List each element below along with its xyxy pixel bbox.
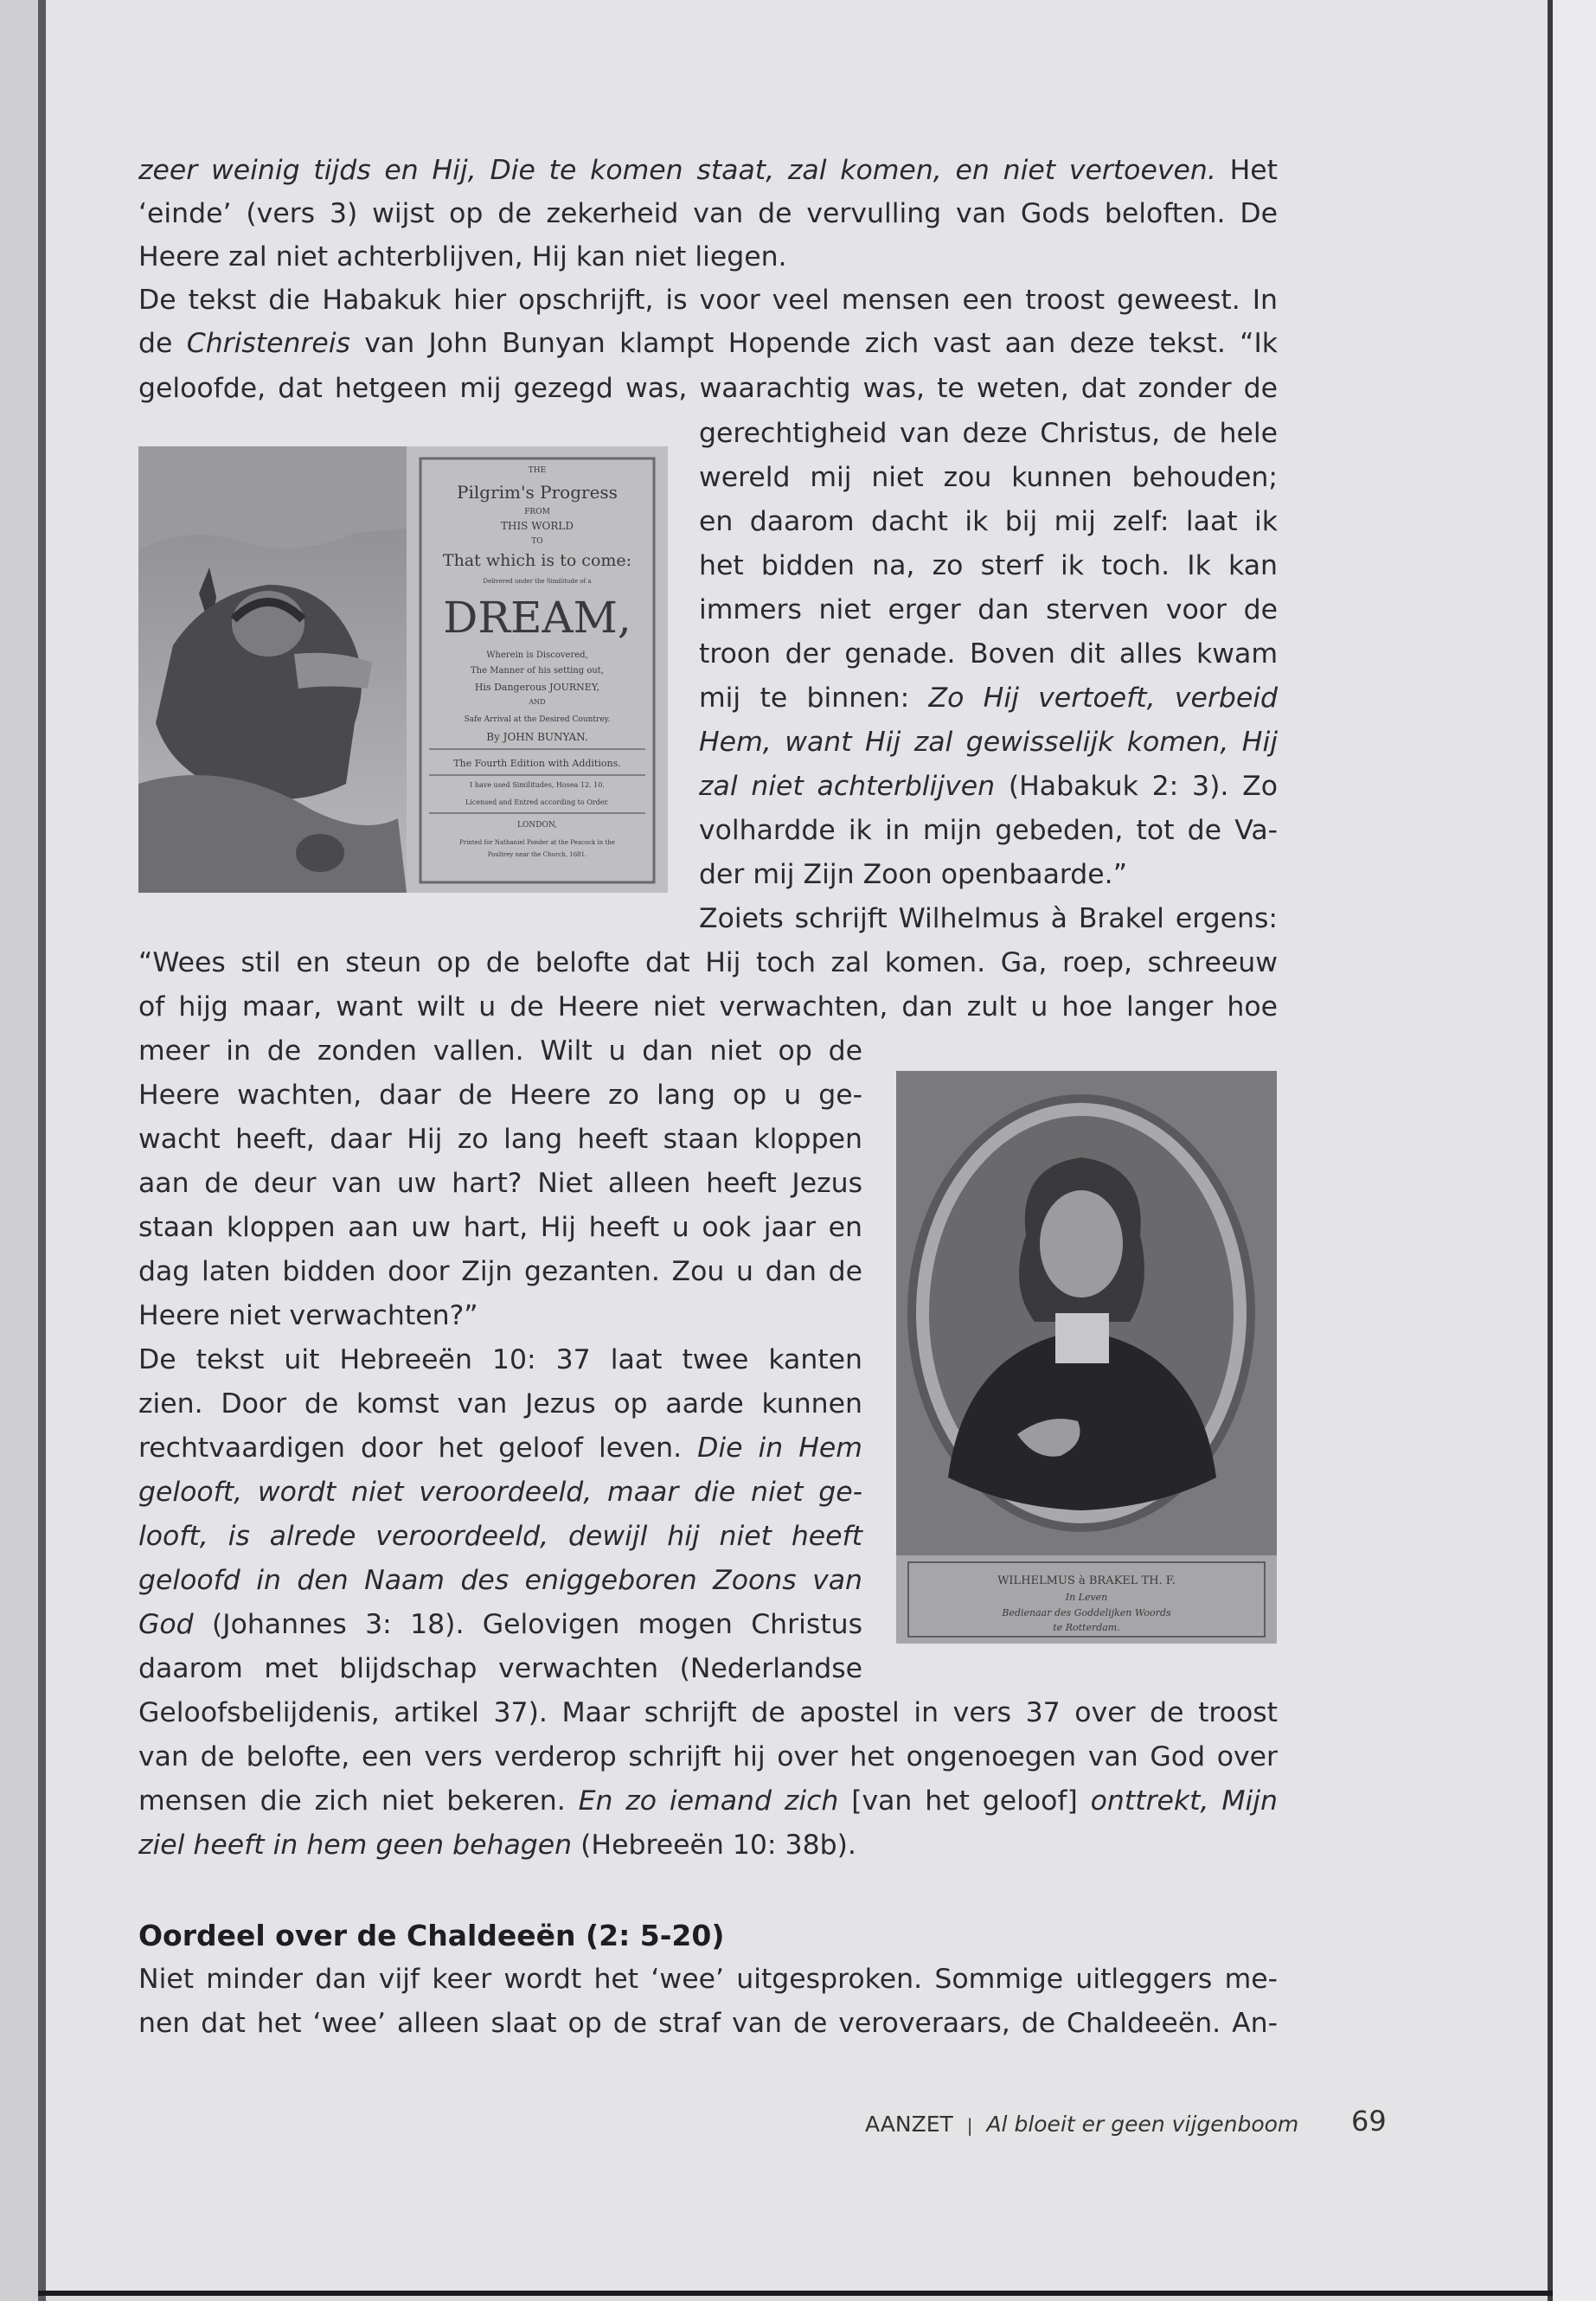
title-text: The Manner of his setting out, [471, 666, 604, 676]
caption-text: In Leven [1065, 1592, 1108, 1603]
text-line: mij te binnen: Zo Hij vertoeft, verbeid [699, 683, 1279, 714]
text-line: Niet minder dan vijf keer wordt het ‘wee’ uitgesproken. Sommige uitleggers me- [138, 1964, 1278, 1995]
title-text: Delivered under the Similitude of a [483, 578, 592, 585]
title-text: Licensed and Entred according to Order. [465, 798, 609, 806]
scan-bottom-edge [38, 2291, 1553, 2296]
scan-right-margin [1553, 0, 1596, 2301]
text-line: gelooft, wordt niet veroordeeld, maar die niet ge- [138, 1477, 862, 1508]
scan-left-margin [0, 0, 38, 2301]
text-line: volhardde ik in mijn gebeden, tot de Va- [699, 815, 1278, 846]
title-text: AND [529, 698, 546, 706]
text-line: wacht heeft, daar Hij zo lang heeft staan kloppen [138, 1124, 862, 1155]
pilgrims-progress-figure [138, 446, 668, 893]
text-line: meer in de zonden vallen. Wilt u dan niet op de [138, 1035, 862, 1067]
title-text: TO [531, 537, 543, 546]
title-text: DREAM, [443, 593, 631, 643]
title-text: That which is to come: [442, 551, 632, 570]
text-line: rechtvaardigen door het geloof leven. Die in Hem [138, 1433, 862, 1464]
text-line: staan kloppen aan uw hart, Hij heeft u ook jaar en [138, 1212, 862, 1243]
text-line: gerechtigheid van deze Christus, de hele [699, 418, 1278, 449]
text-line: nen dat het ‘wee’ alleen slaat op de straf van de veroveraars, de Chaldeeën. An- [138, 2008, 1278, 2039]
footer-series: AANZET [865, 2112, 953, 2137]
text-line: het bidden na, zo sterf ik toch. Ik kan [699, 550, 1278, 581]
text-line: Geloofsbelijdenis, artikel 37). Maar schrijft de apostel in vers 37 over de troost [138, 1697, 1278, 1728]
text-line: van de belofte, een vers verderop schrijft hij over het ongenoegen van God over [138, 1741, 1278, 1772]
text-line: Heere niet verwachten?” [138, 1300, 478, 1331]
title-text: His Dangerous JOURNEY, [474, 682, 600, 693]
title-text: I have used Similitudes, Hosea 12. 10. [470, 781, 605, 789]
title-text: Pilgrim's Progress [457, 482, 618, 503]
title-text: By JOHN BUNYAN. [486, 731, 588, 743]
caption-text: Bedienaar des Goddelijken Woords [1002, 1607, 1171, 1618]
text-line: of hijg maar, want wilt u de Heere niet verwachten, dan zult u hoe langer hoe [138, 991, 1278, 1022]
title-text: Wherein is Discovered, [486, 651, 588, 660]
text-line: Heere zal niet achterblijven, Hij kan niet liegen. [138, 241, 787, 272]
text-line: Zoiets schrijft Wilhelmus à Brakel ergens: [699, 903, 1278, 934]
lion-den [296, 834, 344, 872]
section-heading: Oordeel over de Chaldeeën (2: 5-20) [138, 1919, 725, 1952]
collar-bands [1055, 1313, 1109, 1363]
running-footer [865, 2107, 1298, 2143]
text-line: zal niet achterblijven (Habakuk 2: 3). Zo [699, 771, 1278, 802]
page-number: 69 [1351, 2105, 1387, 2138]
text-line: looft, is alrede veroordeeld, dewijl hij niet heeft [138, 1521, 862, 1552]
text-line: ‘einde’ (vers 3) wijst op de zekerheid van de vervulling van Gods beloften. De [138, 198, 1278, 229]
title-text: Poultrey near the Church, 1681. [487, 851, 587, 858]
text-line: de Christenreis van John Bunyan klampt Hopende zich vast aan deze tekst. “Ik [138, 328, 1279, 359]
scan-left-edge [38, 0, 46, 2301]
title-text: THIS WORLD [500, 520, 574, 532]
text-line: wereld mij niet zou kunnen behouden; [699, 462, 1278, 493]
text-line: ziel heeft in hem geen behagen (Hebreeën 10: 38b). [138, 1830, 856, 1861]
caption-text: WILHELMUS à BRAKEL TH. F. [997, 1574, 1176, 1587]
text-line: der mij Zijn Zoon openbaarde.” [699, 859, 1128, 890]
footer-title: Al bloeit er geen vijgenboom [986, 2112, 1299, 2137]
brakel-portrait-figure [896, 1071, 1277, 1644]
title-text: FROM [524, 508, 550, 516]
text-line: immers niet erger dan sterven voor de [699, 594, 1278, 625]
title-text: Safe Arrival at the Desired Countrey. [464, 715, 611, 724]
text-line: en daarom dacht ik bij mij zelf: laat ik [699, 506, 1278, 537]
title-text: The Fourth Edition with Additions. [453, 758, 621, 769]
text-line: zeer weinig tijds en Hij, Die te komen staat, zal komen, en niet vertoeven. Het [138, 155, 1279, 186]
title-text: LONDON, [517, 821, 557, 830]
title-text: Printed for Nathaniel Ponder at the Peacock in the [459, 839, 615, 846]
text-line: Heere wachten, daar de Heere zo lang op u ge- [138, 1080, 862, 1111]
footer-separator: | [966, 2115, 973, 2136]
text-line: God (Johannes 3: 18). Gelovigen mogen Christus [138, 1609, 862, 1640]
text-line: daarom met blijdschap verwachten (Nederlandse [138, 1653, 862, 1684]
text-line: mensen die zich niet bekeren. En zo iemand zich [van het geloof] onttrekt, Mijn [138, 1785, 1278, 1817]
text-line: De tekst uit Hebreeën 10: 37 laat twee kanten [138, 1344, 862, 1375]
text-line: troon der genade. Boven dit alles kwam [699, 638, 1278, 670]
caption-text: te Rotterdam. [1053, 1622, 1120, 1633]
text-line: aan de deur van uw hart? Niet alleen heeft Jezus [138, 1168, 862, 1199]
text-line: dag laten bidden door Zijn gezanten. Zou u dan de [138, 1256, 862, 1287]
text-line: geloofde, dat hetgeen mij gezegd was, waarachtig was, te weten, dat zonder de [138, 373, 1278, 404]
text-line: geloofd in den Naam des eniggeboren Zoons van [138, 1565, 862, 1596]
text-line: “Wees stil en steun op de belofte dat Hij toch zal komen. Ga, roep, schreeuw [138, 947, 1278, 978]
text-line: De tekst die Habakuk hier opschrijft, is voor veel mensen een troost geweest. In [138, 285, 1278, 316]
face [1040, 1190, 1123, 1298]
text-line: Hem, want Hij zal gewisselijk komen, Hij [699, 727, 1278, 758]
text-line: zien. Door de komst van Jezus op aarde kunnen [138, 1388, 862, 1420]
title-text: THE [528, 466, 547, 475]
